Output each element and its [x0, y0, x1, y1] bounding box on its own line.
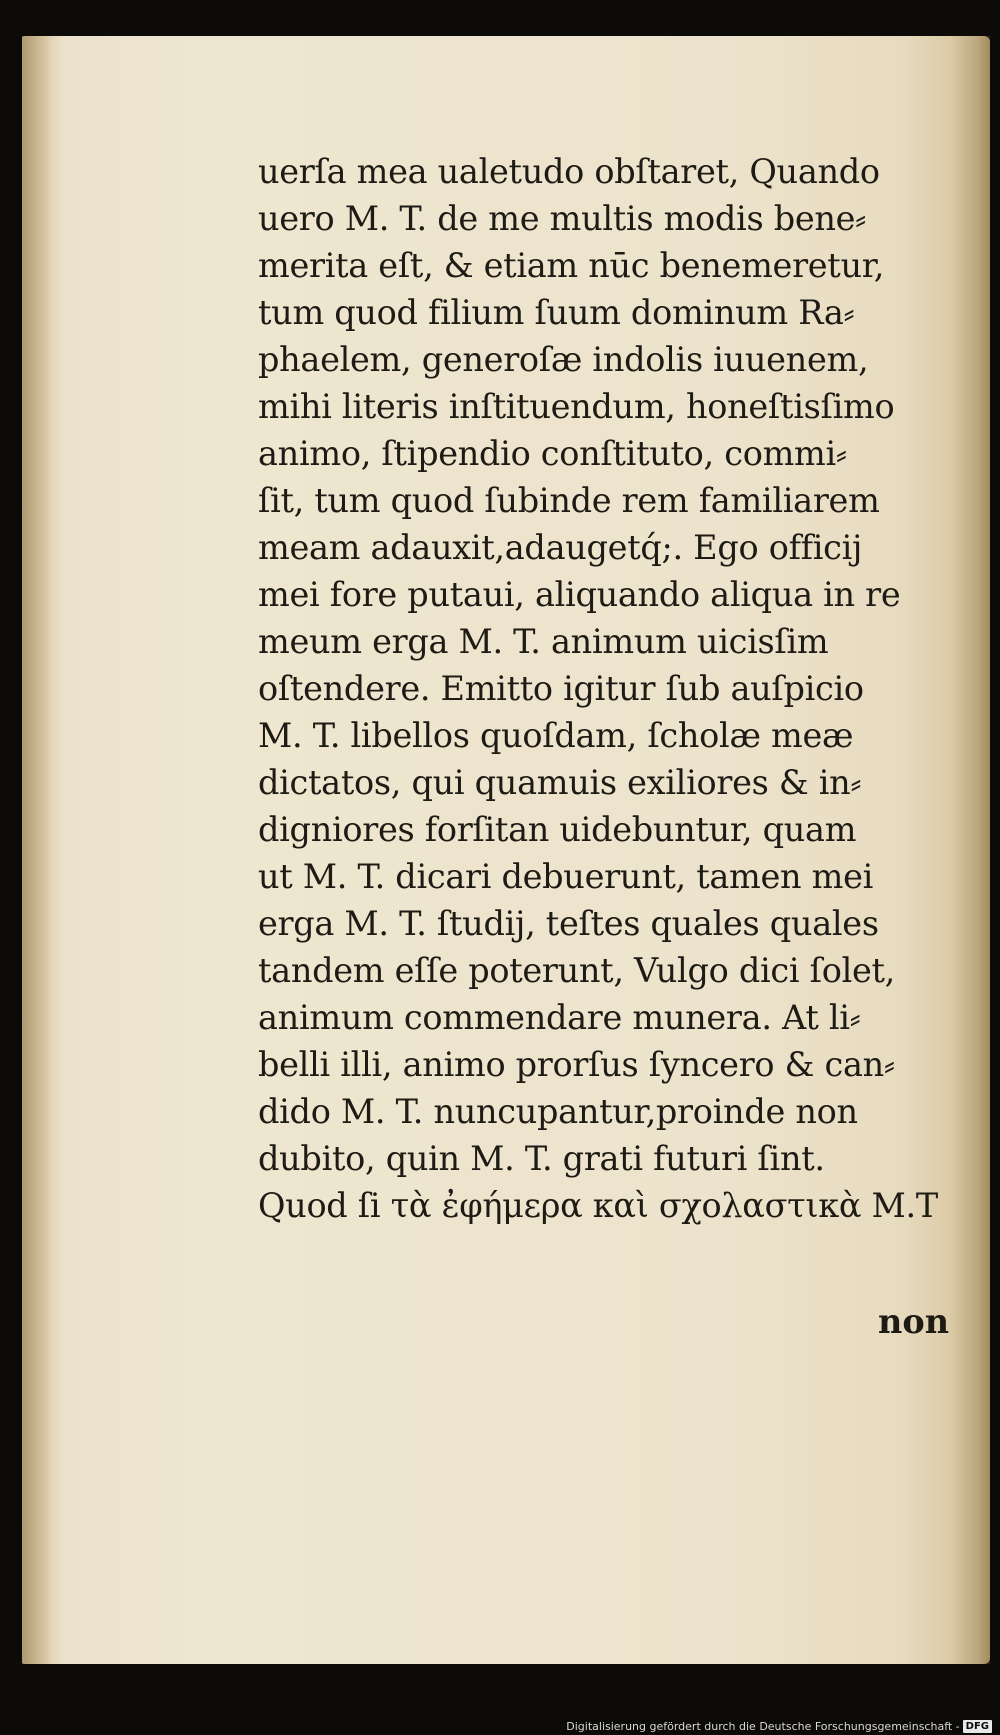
- text-line: tum quod filium ſuum dominum Ra⸗: [258, 293, 855, 332]
- text-line: animo, ſtipendio conſtituto, commi⸗: [258, 434, 847, 473]
- text-line: ut M. T. dicari debuerunt, tamen mei: [258, 857, 874, 896]
- text-line: animum commendare munera. At li⸗: [258, 998, 861, 1037]
- catchword: non: [878, 1302, 950, 1341]
- text-line: dubito, quin M. T. grati futuri ſint.: [258, 1139, 825, 1178]
- text-line: ſit, tum quod ſubinde rem familiarem: [258, 481, 880, 520]
- text-line: M. T. libellos quoſdam, ſcholæ meæ: [258, 716, 854, 755]
- text-line: dictatos, qui quamuis exiliores & in⸗: [258, 763, 862, 802]
- digitization-credit: [566, 1720, 992, 1733]
- text-line: erga M. T. ſtudij, teſtes quales quales: [258, 904, 879, 943]
- text-line: tandem eſſe poterunt, Vulgo dici ſolet,: [258, 951, 896, 990]
- text-line: dido M. T. nuncupantur,proinde non: [258, 1092, 858, 1131]
- text-line: Quod ſi τὰ ἐφήμερα καὶ σχολαστικὰ M.T: [258, 1186, 938, 1225]
- text-line: mei fore putaui, aliquando aliqua in re: [258, 575, 901, 614]
- text-line: belli illi, animo prorſus ſyncero & can⸗: [258, 1045, 895, 1084]
- text-line: mihi literis inſtituendum, honeſtisſimo: [258, 387, 895, 426]
- text-line: oſtendere. Emitto igitur ſub auſpicio: [258, 669, 864, 708]
- text-line: meum erga M. T. animum uicisſim: [258, 622, 829, 661]
- text-line: uerſa mea ualetudo obſtaret, Quando: [258, 152, 880, 191]
- body-text: [258, 148, 978, 1229]
- dfg-logo: DFG: [963, 1720, 992, 1733]
- text-line: phaelem, generoſæ indolis iuuenem,: [258, 340, 869, 379]
- credit-text: Digitalisierung gefördert durch die Deutsche Forschungsgemeinschaft -: [566, 1720, 960, 1733]
- text-line: uero M. T. de me multis modis bene⸗: [258, 199, 867, 238]
- text-line: meam adauxit,adaugetq́;. Ego officij: [258, 528, 863, 567]
- text-line: digniores forſitan uidebuntur, quam: [258, 810, 857, 849]
- text-line: merita eſt, & etiam nūc benemeretur,: [258, 246, 885, 285]
